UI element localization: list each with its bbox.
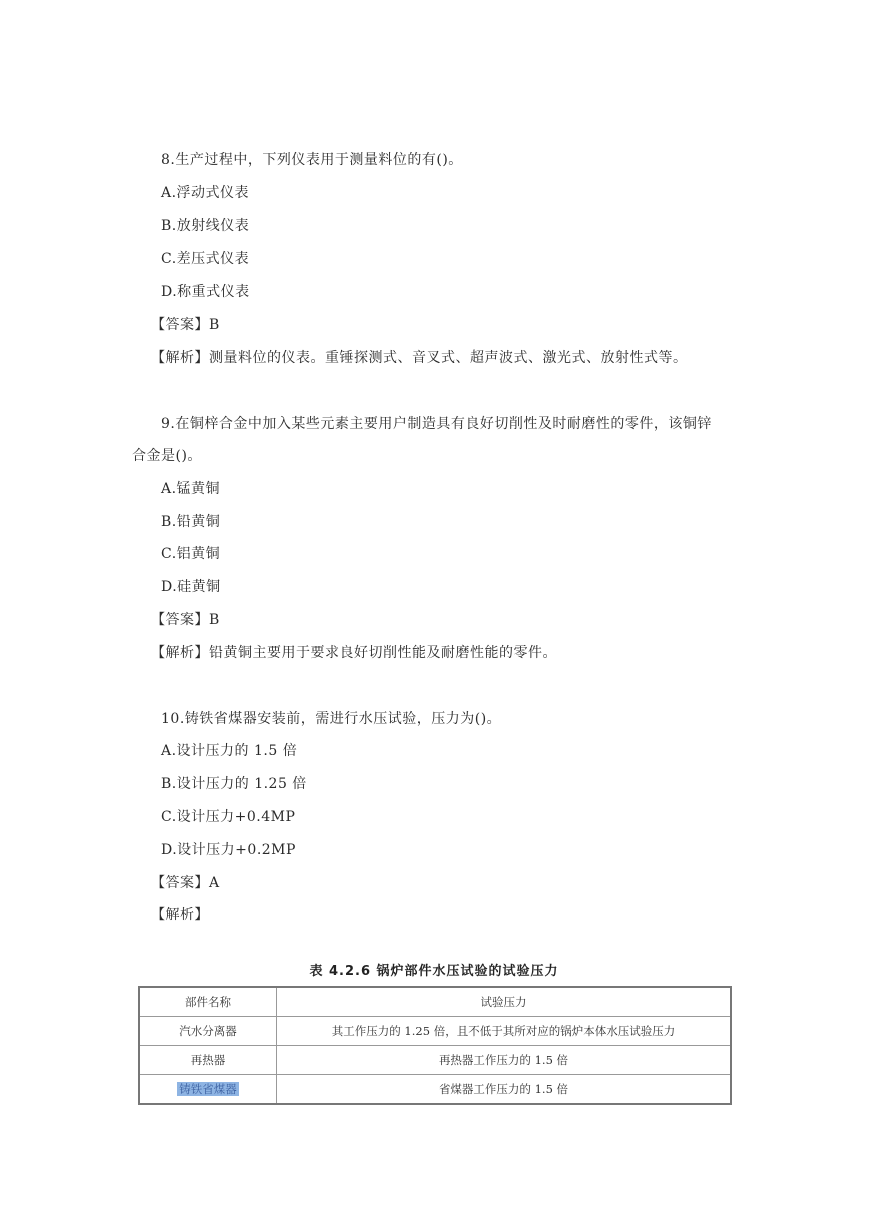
question-9-option-c: C.铝黄铜	[161, 546, 221, 562]
table-header-cell: 试验压力	[277, 987, 732, 1017]
question-10-option-b: B.设计压力的 1.25 倍	[161, 776, 307, 792]
question-10-option-c: C.设计压力+0.4MP	[161, 809, 296, 825]
table-cell: 其工作压力的 1.25 倍，且不低于其所对应的锅炉本体水压试验压力	[277, 1017, 732, 1046]
question-10-option-a: A.设计压力的 1.5 倍	[161, 743, 298, 759]
highlighted-text: 铸铁省煤器	[179, 1082, 237, 1096]
question-8-option-a: A.浮动式仪表	[161, 185, 250, 201]
table-cell: 再热器工作压力的 1.5 倍	[277, 1046, 732, 1075]
question-9-stem-line1: 9.在铜梓合金中加入某些元素主要用户制造具有良好切削性及时耐磨性的零件，该铜锌	[161, 416, 712, 432]
question-10-analysis: 【解析】	[151, 907, 209, 923]
table-header-cell: 部件名称	[139, 987, 277, 1017]
table-row	[139, 1075, 731, 1105]
pressure-table-figure	[132, 958, 736, 1105]
question-9-stem-line2: 合金是()。	[132, 448, 202, 464]
question-8-option-d: D.称重式仪表	[161, 284, 250, 300]
table-cell: 省煤器工作压力的 1.5 倍	[277, 1075, 732, 1105]
question-10-option-d: D.设计压力+0.2MP	[161, 842, 296, 858]
question-9-option-a: A.锰黄铜	[161, 481, 221, 497]
question-10-answer: 【答案】A	[151, 875, 220, 891]
question-9-analysis: 【解析】铅黄铜主要用于要求良好切削性能及耐磨性能的零件。	[151, 645, 557, 661]
question-8-option-b: B.放射线仪表	[161, 218, 250, 234]
question-9-option-d: D.硅黄铜	[161, 579, 221, 595]
table-cell	[139, 1075, 277, 1105]
pressure-table	[138, 986, 732, 1105]
question-8-answer: 【答案】B	[151, 317, 220, 333]
question-9-option-b: B.铅黄铜	[161, 514, 221, 530]
question-10-stem: 10.铸铁省煤器安装前，需进行水压试验，压力为()。	[161, 711, 502, 727]
question-9-answer: 【答案】B	[151, 612, 220, 628]
question-8-stem: 8.生产过程中，下列仪表用于测量料位的有()。	[161, 152, 463, 168]
table-cell: 再热器	[139, 1046, 277, 1075]
table-row	[139, 1046, 731, 1075]
table-cell: 汽水分离器	[139, 1017, 277, 1046]
table-caption: 表 4.2.6 锅炉部件水压试验的试验压力	[309, 964, 559, 979]
question-8-analysis: 【解析】测量料位的仪表。重锤探测式、音叉式、超声波式、激光式、放射性式等。	[151, 350, 688, 366]
question-8-option-c: C.差压式仪表	[161, 251, 250, 267]
table-row	[139, 1017, 731, 1046]
table-header-row	[139, 987, 731, 1017]
